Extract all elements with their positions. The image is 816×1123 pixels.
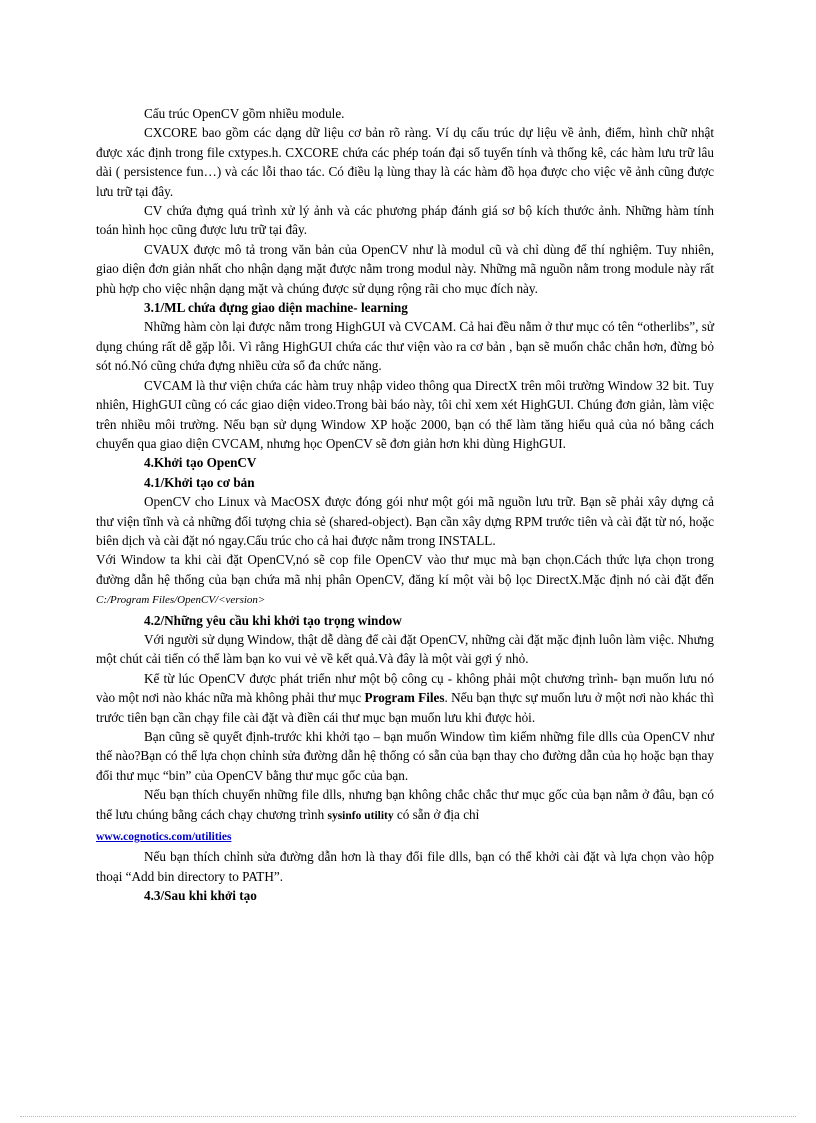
paragraph <box>96 785 714 847</box>
paragraph <box>96 550 714 610</box>
utilities-link[interactable]: www.cognotics.com/utilities <box>96 831 232 844</box>
install-path: C:/Program Files/OpenCV/<version> <box>96 594 266 607</box>
paragraph: OpenCV cho Linux và MacOSX được đóng gói như một gói mã nguồn lưu trữ. Bạn sẽ phải xây dựng cả thư viện tĩnh và cả những đối tượng chia sẻ (shared-object). Bạn cần xây dựng RPM trước tiên và cài đặt từ nó, hoặc biên dịch và cài đặt nó ngay.Cấu trúc cho cả hai được nằm trong INSTALL. <box>96 494 714 548</box>
section-heading: 4.3/Sau khi khởi tạo <box>144 888 257 904</box>
bold-term: Program Files <box>364 690 445 706</box>
paragraph-text: . Nếu bạn thực sự muốn lưu ở một nơi nào khác thì trước tiên bạn cần chạy file cài đặt và điền cái thư mục bạn muốn lưu khi được hỏi. <box>96 690 714 725</box>
page-bottom-border <box>20 1116 796 1117</box>
paragraph: CV chứa đựng quá trình xử lý ảnh và các phương pháp đánh giá sơ bộ kích thước ảnh. Những hàm tính toán hình học cũng được lưu trữ tại đây. <box>96 203 714 238</box>
paragraph: Những hàm còn lại được nằm trong HighGUI và CVCAM. Cả hai đều nằm ở thư mục có tên “otherlibs”, sử dụng chúng rất dễ gặp lỗi. Vì rằng HighGUI chứa các thư viện vào ra cơ bản , bạn sẽ muốn chắc chắn hơn, đừng bỏ sót nó.Nó cũng chứa đựng nhiều cửa sổ đa chức năng. <box>96 319 714 374</box>
paragraph: CXCORE bao gồm các dạng dữ liệu cơ bản rõ ràng. Ví dụ cấu trúc dự liệu về ảnh, điểm, hình chữ nhật được xác định trong file cxtypes.h. CXCORE chứa các phép toán đại số tuyến tính và thống kê, các hàm lưu trữ lâu dài ( persistence fun…) và các lỗi thao tác. Có điều lạ lùng thay là các hàm đồ họa được cho việc vẽ ảnh cũng được lưu trữ tại đây. <box>96 125 714 199</box>
paragraph: CVAUX được mô tả trong văn bản của OpenCV như là modul cũ và chỉ dùng để thí nghiệm. Tuy nhiên, giao diện đơn giản nhất cho nhận dạng mặt được nằm trong modul này. Những mã nguồn nằm trong module này rất phù hợp cho việc nhận dạng mặt và chúng được sử dụng rộng rãi cho mục đích này. <box>96 241 714 296</box>
section-heading: 4.2/Những yêu cầu khi khởi tạo trọng window <box>144 612 402 628</box>
bold-term: sysinfo utility <box>327 809 394 822</box>
paragraph: Với người sử dụng Window, thật dễ dàng để cài đặt OpenCV, những cài đặt mặc định luôn làm việc. Nhưng một chút cải tiến có thể làm bạn ko vui vẻ về kết quả.Và đây là một vài gợi ý nhỏ. <box>96 631 714 667</box>
paragraph: Nếu bạn thích chỉnh sửa đường dẫn hơn là thay đổi file dlls, bạn có thể khởi cài đặt và lựa chọn vào hộp thoại “Add bin directory to PATH”. <box>96 849 714 884</box>
paragraph <box>96 669 714 727</box>
paragraph: CVCAM là thư viện chứa các hàm truy nhập video thông qua DirectX trên môi trường Window 32 bit. Tuy nhiên, HighGUI cũng có các giao diện video.Trong bài báo này, tôi chỉ xem xét HighGUI. Chúng đơn giản, làm việc trên nhiều môi trường. Nếu bạn sử dụng Window XP hoặc 2000, bạn có thể làm tăng hiểu quả của nó bằng cách chuyển qua giao diện CVCAM, nhưng học OpenCV sẽ đơn giản hơn khi dùng HighGUI. <box>96 377 714 451</box>
section-heading: 3.1/ML chứa đựng giao diện machine- learning <box>144 300 408 316</box>
paragraph: Cấu trúc OpenCV gồm nhiều module. <box>144 106 345 121</box>
document-page <box>96 104 714 906</box>
paragraph: Bạn cũng sẽ quyết định-trước khi khởi tạo – bạn muốn Window tìm kiếm những file dlls của OpenCV như thế nào?Bạn có thể lựa chọn chỉnh sửa đường dẫn hệ thống có sẵn của bạn thay cho đường dẫn của họ hoặc bạn thay đổi thư mục “bin” của OpenCV bằng thư mục gốc của bạn. <box>96 729 714 783</box>
section-heading: 4.Khởi tạo OpenCV <box>144 455 257 471</box>
section-heading: 4.1/Khởi tạo cơ bản <box>144 474 255 490</box>
paragraph-text: Nếu bạn thích chuyển những file dlls, nhưng bạn không chắc chắc thư mục gốc của bạn nằm ở đâu, bạn có thể lưu chúng bằng cách chạy chương trình <box>96 787 714 822</box>
paragraph-text: Kể từ lúc OpenCV được phát triển như một bộ công cụ - không phải một chương trình- bạn muốn lưu nó vào một nơi nào khác nữa mà không phải thư mục <box>96 670 714 706</box>
paragraph-text: Với Window ta khi cài đặt OpenCV,nó sẽ cop file OpenCV vào thư mục mà bạn chọn.Cách thức lựa chọn trong đường dẫn hệ thống của bạn chứa mã nhị phân OpenCV, đăng kí một vài bộ lọc DirectX.Mặc định nó cài đặt đến <box>96 552 714 587</box>
paragraph-text: có sẵn ở địa chỉ <box>396 806 480 822</box>
